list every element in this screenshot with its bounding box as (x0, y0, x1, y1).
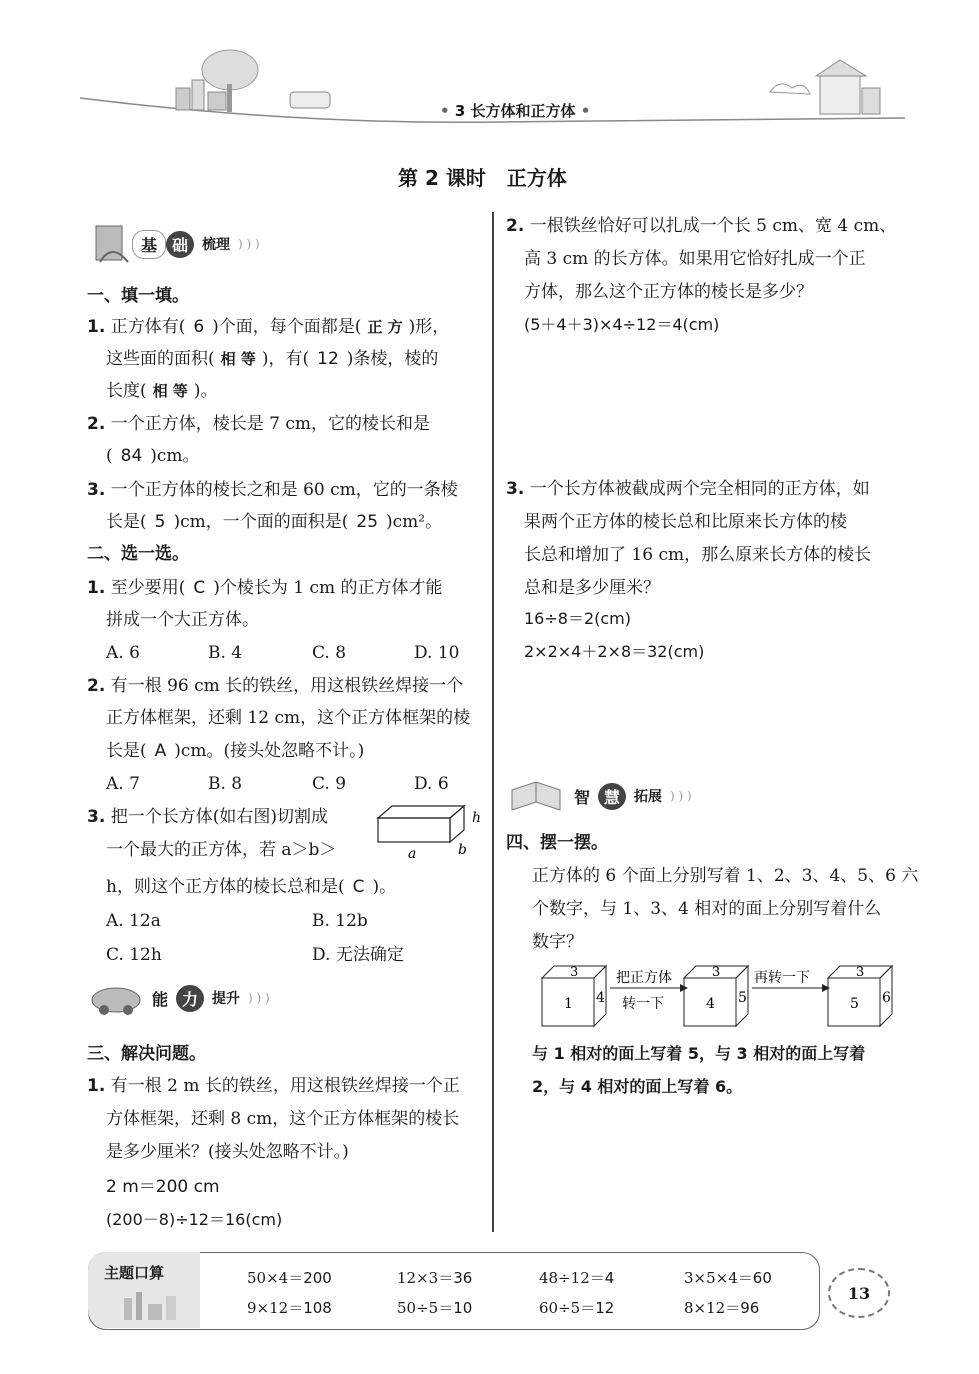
chapter-header: • 3 长方体和正方体 • (440, 102, 591, 120)
sec2-title: 二、选一选。 (87, 544, 189, 564)
sec3-title: 三、解决问题。 (87, 1044, 206, 1064)
svg-text:4: 4 (596, 990, 605, 1006)
svg-text:3: 3 (856, 965, 865, 980)
sec1-q1: 1. 正方体有( 6 )个面，每个面都是( 正 方 )形， (87, 317, 450, 337)
option: D. 无法确定 (312, 945, 404, 965)
fig-label-a: a (408, 846, 417, 862)
cube-2 (684, 965, 748, 1026)
basic-badge: 基 础 梳理 ) ) ) (92, 222, 260, 266)
lesson-title: 第 2 课时 正方体 (398, 166, 567, 190)
footer-label: 主题口算 (104, 1264, 165, 1282)
svg-text:1: 1 (564, 996, 573, 1012)
sec1-title: 一、填一填。 (87, 286, 189, 306)
sec3-q2: 2. 一根铁丝恰好可以扎成一个长 5 cm、宽 4 cm、 (506, 216, 897, 236)
sec2-q2: 2. 有一根 96 cm 长的铁丝，用这根铁丝焊接一个 (87, 676, 464, 696)
svg-text:5: 5 (738, 990, 747, 1006)
footer-mental-math: 主题口算 50×4＝200 12×3＝36 48÷12＝4 3×5×4＝60 9×12＝108 50÷5＝10 60÷5＝12 8×12＝96 (88, 1252, 820, 1330)
page-number: 13 (847, 1283, 871, 1303)
cuboid-figure (372, 800, 490, 862)
fig-label-b: b (458, 842, 467, 858)
option: A. 12a (106, 911, 161, 931)
sec4-answer: 与 1 相对的面上写着 5，与 3 相对的面上写着 (532, 1044, 866, 1063)
cube-rotation-figure (536, 960, 902, 1032)
option: A. 6 (106, 643, 140, 663)
option: B. 4 (208, 643, 243, 663)
sec1-q3: 3. 一个正方体的棱长之和是 60 cm，它的一条棱 (87, 480, 458, 500)
book-icon (506, 776, 566, 816)
ability-badge: 能 力 提升 ) ) ) (90, 980, 270, 1016)
sec3-q3: 3. 一个长方体被截成两个完全相同的正方体，如 (506, 479, 870, 499)
option: B. 8 (208, 774, 243, 794)
wisdom-badge: 智 慧 拓展 ) ) ) (506, 776, 692, 816)
sec3-q1: 1. 有一根 2 m 长的铁丝，用这根铁丝焊接一个正 (87, 1076, 460, 1096)
cube-3 (828, 965, 892, 1026)
sec2-q1: 1. 至少要用( C )个棱长为 1 cm 的正方体才能 (87, 578, 443, 598)
svg-text:把正方体: 把正方体 (616, 970, 672, 986)
option: A. 7 (106, 774, 140, 794)
svg-text:4: 4 (706, 996, 715, 1012)
svg-text:3: 3 (712, 965, 721, 980)
sec2-q3: 3. 把一个长方体(如右图)切割成 (87, 807, 328, 827)
car-icon (90, 980, 144, 1016)
svg-text:再转一下: 再转一下 (754, 970, 810, 986)
svg-text:5: 5 (850, 996, 859, 1012)
option: C. 12h (106, 945, 162, 965)
slide-icon (92, 222, 132, 266)
fig-label-h: h (472, 810, 482, 826)
page-number-badge (828, 1268, 890, 1318)
cube-1 (542, 965, 606, 1026)
option: B. 12b (312, 911, 368, 931)
svg-text:3: 3 (570, 965, 579, 980)
footer-label-box (88, 1252, 200, 1328)
sec1-q2: 2. 一个正方体，棱长是 7 cm，它的棱长和是 (87, 414, 430, 434)
svg-text:转一下: 转一下 (622, 996, 664, 1012)
option: C. 8 (312, 643, 347, 663)
svg-text:6: 6 (882, 990, 891, 1006)
chapter-title: 3 长方体和正方体 (454, 102, 576, 120)
option: D. 6 (414, 774, 449, 794)
option: C. 9 (312, 774, 347, 794)
option: D. 10 (414, 643, 460, 663)
column-divider (492, 212, 494, 1232)
city-icon (118, 1288, 198, 1322)
sec4-title: 四、摆一摆。 (506, 833, 608, 853)
